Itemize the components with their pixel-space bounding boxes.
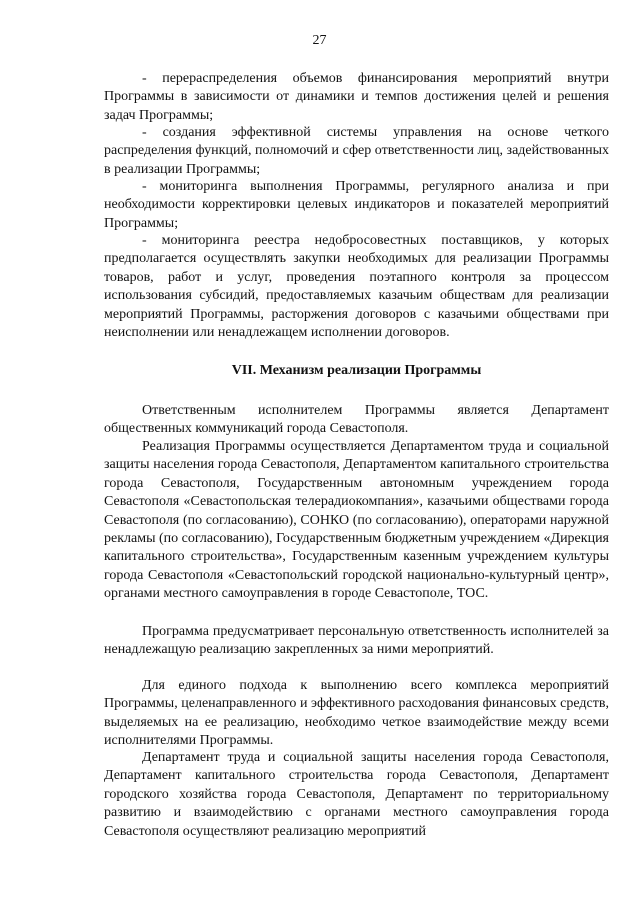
body-paragraph: Программа предусматривает персональную ответственность исполнителей за ненадлежащую реализацию закрепленных за ними мероприятий. [104,624,609,658]
bullet-item: - мониторинга выполнения Программы, регулярного анализа и при необходимости корректировки целевых индикаторов и показателей мероприятий Программы; [104,179,609,231]
section-heading: VII. Механизм реализации Программы [231,363,482,378]
body-paragraph: Ответственным исполнителем Программы является Департамент общественных коммуникаций города Севастополя. [104,403,609,437]
body-paragraph: Реализация Программы осуществляется Департаментом труда и социальной защиты населения города Севастополя, Департаментом капитального строительства города Севастополя, Государственным автономным учреждением города Севастополя «Севастопольская телерадиокомпания», казачьими обществами города Севастополя (по согласованию), СОНКО (по согласованию), операторами наружной рекламы (по согласованию), Государственным бюджетным учреждением «Дирекция капитального строительства», Государственным казенным учреждением культуры города Севастополя «Севастопольский городской национально-культурный центр», органами местного самоуправления в городе Севастополе, ТОС. [104,439,609,602]
bullet-item: - создания эффективной системы управления на основе четкого распределения функций, полномочий и сфер ответственности лиц, задействованных в реализации Программы; [104,125,609,177]
bullet-item: - перераспределения объемов финансирования мероприятий внутри Программы в зависимости от динамики и темпов достижения целей и решения задач Программы; [104,71,609,123]
page-number: 27 [312,33,327,48]
bullet-item: - мониторинга реестра недобросовестных поставщиков, у которых предполагается осуществлять закупки необходимых для реализации Программы товаров, работ и услуг, проведения поэтапного контроля за процессом использования субсидий, предоставляемых казачьим обществам для реализации мероприятий Программы, расторжения договоров с казачьими обществами при неисполнении или ненадлежащем исполнении договоров. [104,233,609,341]
body-paragraph: Департамент труда и социальной защиты населения города Севастополя, Департамент капитального строительства города Севастополя, Департамент городского хозяйства города Севастополя, Департамент по территориальному развитию и взаимодействию с органами местного самоуправления города Севастополя осуществляют реализацию мероприятий [104,750,609,839]
body-paragraph: Для единого подхода к выполнению всего комплекса мероприятий Программы, целенаправленного и эффективного расходования финансовых средств, выделяемых на ее реализацию, необходимо четкое взаимодействие между всеми исполнителями Программы. [104,678,609,749]
